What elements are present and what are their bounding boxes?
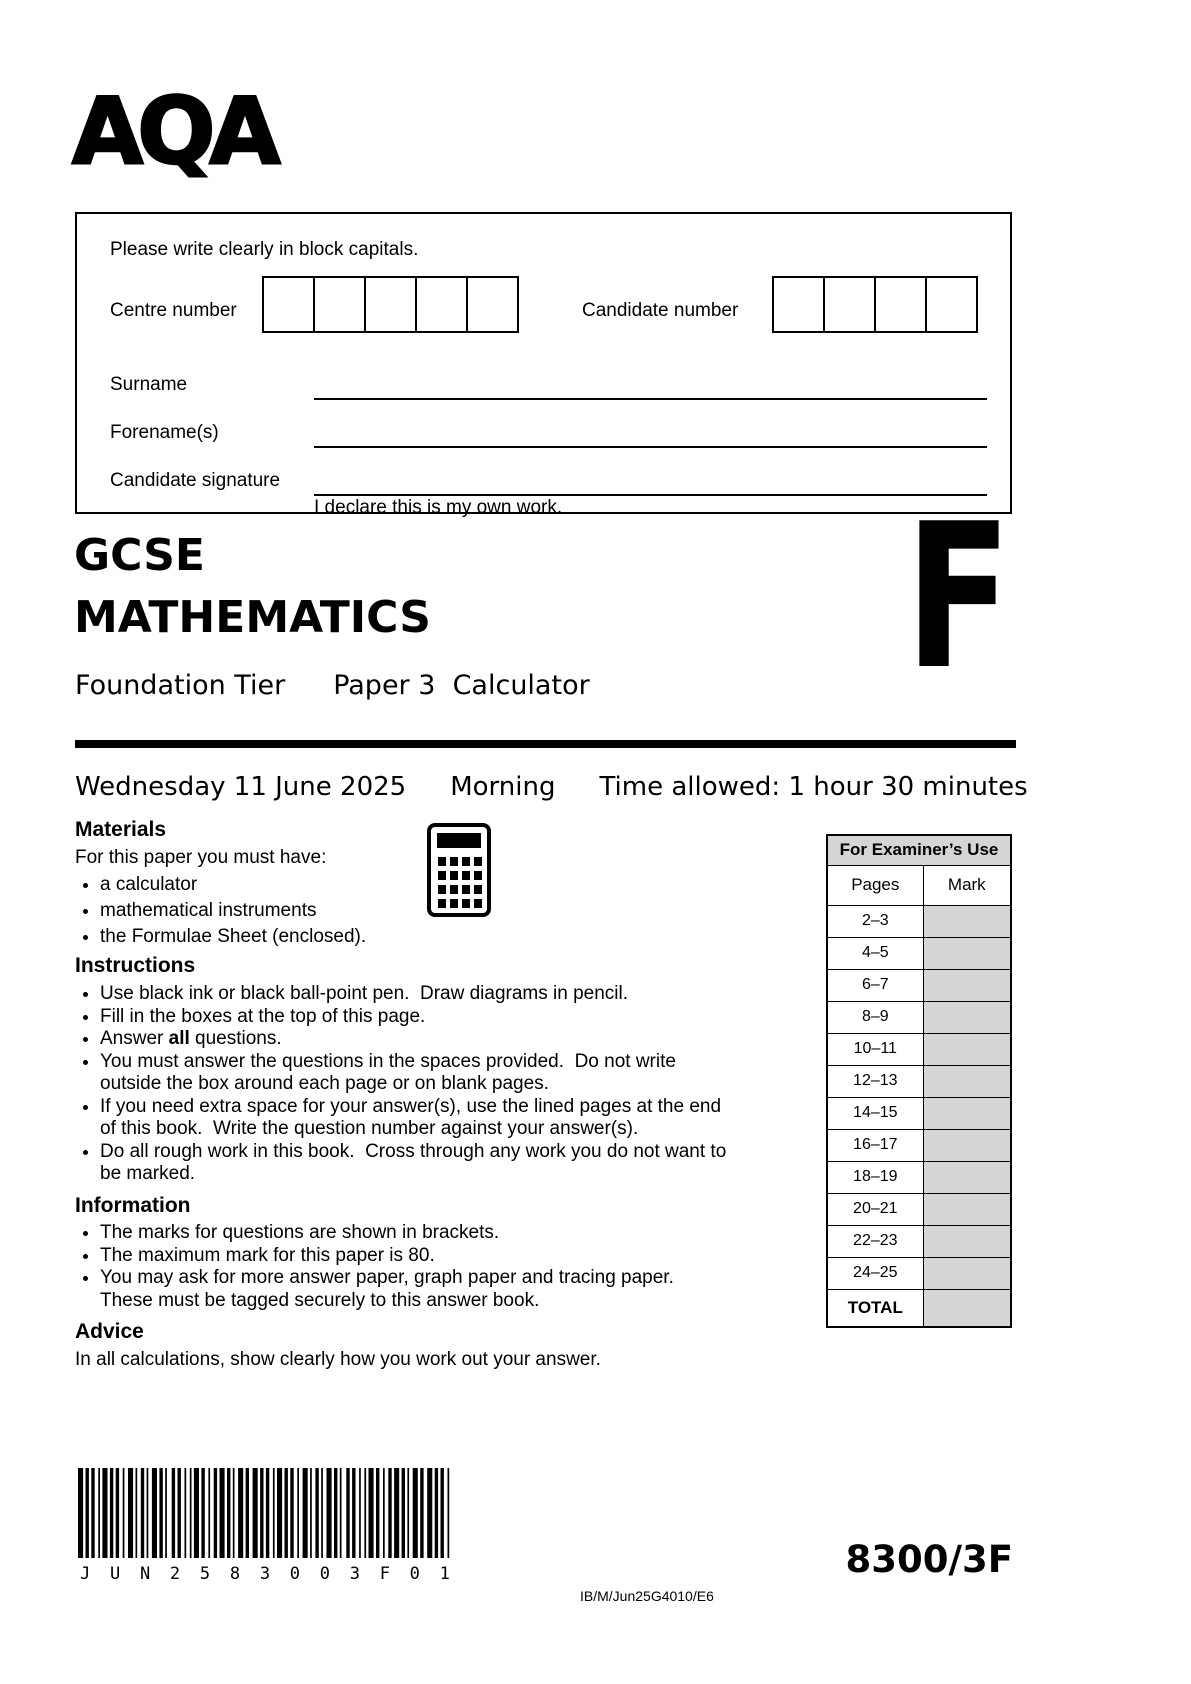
- mark-cell: [923, 1001, 1011, 1033]
- pages-cell: 14–15: [827, 1097, 923, 1129]
- mark-cell: [923, 1225, 1011, 1257]
- pages-cell: 10–11: [827, 1033, 923, 1065]
- forenames-label: Forename(s): [110, 422, 219, 443]
- tier-letter: F: [905, 481, 1012, 714]
- pages-column-header: Pages: [827, 865, 923, 905]
- mark-cell: [923, 1129, 1011, 1161]
- barcode-char: 1: [439, 1564, 450, 1584]
- tier-paper-line: [75, 670, 590, 701]
- candidate-number-cells: [772, 276, 978, 333]
- examiner-row: [827, 1129, 1011, 1161]
- barcode-char: F: [379, 1564, 390, 1584]
- centre-number-label: Centre number: [110, 300, 237, 321]
- materials-intro: For this paper you must have:: [75, 847, 327, 868]
- list-item: • Do all rough work in this book. Cross through any work you do not want to be marked.: [100, 1141, 797, 1186]
- tier-label: Foundation Tier: [75, 670, 286, 701]
- materials-list: [77, 872, 407, 950]
- barcode-char: 0: [409, 1564, 420, 1584]
- list-item: • a calculator: [100, 872, 407, 898]
- signature-input-line[interactable]: [314, 494, 987, 496]
- information-heading: Information: [75, 1194, 191, 1217]
- pages-cell: 18–19: [827, 1161, 923, 1193]
- barcode: [78, 1468, 458, 1558]
- pages-cell: 2–3: [827, 905, 923, 937]
- entry-cell[interactable]: [415, 276, 468, 333]
- instructions-list: [77, 983, 797, 1186]
- pages-cell: 8–9: [827, 1001, 923, 1033]
- mark-cell: [923, 1161, 1011, 1193]
- mark-cell: [923, 1065, 1011, 1097]
- information-list: [77, 1222, 797, 1312]
- exam-date: Wednesday 11 June 2025: [75, 772, 407, 802]
- examiner-table: [826, 834, 1012, 1328]
- declaration-text: I declare this is my own work.: [314, 497, 563, 518]
- barcode-char: 3: [259, 1564, 271, 1584]
- mark-cell: [923, 969, 1011, 1001]
- list-item: • Use black ink or black ball-point pen. Draw diagrams in pencil.: [100, 983, 797, 1006]
- list-item: • You must answer the questions in the spaces provided. Do not write outside the box around each page or on blank pages.: [100, 1051, 797, 1096]
- paper-code: 8300/3F: [845, 1538, 1013, 1581]
- list-item: • If you need extra space for your answer(s), use the lined pages at the end of this book. Write the question number against your answer(s).: [100, 1096, 797, 1141]
- mark-cell: [923, 1193, 1011, 1225]
- pages-cell: 16–17: [827, 1129, 923, 1161]
- examiner-row: [827, 1161, 1011, 1193]
- barcode-char: 0: [319, 1564, 330, 1584]
- examiner-row: [827, 937, 1011, 969]
- entry-cell[interactable]: [874, 276, 927, 333]
- barcode-char: 2: [169, 1564, 181, 1584]
- barcode-char: 0: [289, 1564, 301, 1584]
- mark-column-header: Mark: [923, 865, 1011, 905]
- examiner-row: [827, 1097, 1011, 1129]
- examiner-row: [827, 1033, 1011, 1065]
- time-allowed: Time allowed: 1 hour 30 minutes: [599, 772, 1028, 802]
- entry-cell[interactable]: [313, 276, 366, 333]
- examiner-table-title: For Examiner’s Use: [827, 835, 1011, 865]
- candidate-details-box: [75, 212, 1012, 518]
- list-item: • The maximum mark for this paper is 80.: [100, 1245, 797, 1268]
- qualification-title: GCSE: [74, 530, 205, 581]
- advice-text: In all calculations, show clearly how you work out your answer.: [75, 1349, 601, 1370]
- entry-cell[interactable]: [772, 276, 825, 333]
- examiner-row: [827, 1065, 1011, 1097]
- entry-cell[interactable]: [823, 276, 876, 333]
- candidate-number-label: Candidate number: [582, 300, 739, 321]
- session-line: [75, 772, 1028, 802]
- materials-heading: Materials: [75, 818, 167, 841]
- list-item: • the Formulae Sheet (enclosed).: [100, 924, 407, 950]
- list-item: • Answer all questions.: [100, 1028, 797, 1051]
- list-item: • You may ask for more answer paper, graph paper and tracing paper. These must be tagged securely to this answer book.: [100, 1267, 797, 1312]
- calculator-icon: [427, 823, 491, 917]
- mark-cell: [923, 1033, 1011, 1065]
- surname-input-line[interactable]: [314, 398, 987, 400]
- entry-cell[interactable]: [925, 276, 978, 333]
- paper-label: Paper 3 Calculator: [333, 670, 590, 701]
- pages-cell: 22–23: [827, 1225, 923, 1257]
- mark-cell: [923, 937, 1011, 969]
- list-item: • mathematical instruments: [100, 898, 407, 924]
- barcode-char: 3: [349, 1564, 360, 1584]
- entry-cell[interactable]: [364, 276, 417, 333]
- barcode-char: 8: [229, 1564, 241, 1584]
- block-capitals-instruction: Please write clearly in block capitals.: [110, 239, 419, 260]
- pages-cell: 24–25: [827, 1257, 923, 1289]
- pages-cell: 6–7: [827, 969, 923, 1001]
- pages-cell: 20–21: [827, 1193, 923, 1225]
- pages-cell: 4–5: [827, 937, 923, 969]
- mark-cell: [923, 1257, 1011, 1289]
- exam-time-of-day: Morning: [450, 772, 556, 802]
- examiner-row: [827, 1001, 1011, 1033]
- mark-cell: [923, 905, 1011, 937]
- examiner-row: [827, 969, 1011, 1001]
- examiner-row: [827, 1257, 1011, 1289]
- aqa-logo: AQA: [72, 78, 275, 185]
- list-item: • The marks for questions are shown in brackets.: [100, 1222, 797, 1245]
- subject-title: MATHEMATICS: [74, 592, 431, 643]
- mark-cell: [923, 1097, 1011, 1129]
- entry-cell[interactable]: [466, 276, 519, 333]
- pages-cell: 12–13: [827, 1065, 923, 1097]
- centre-number-cells: [262, 276, 519, 333]
- signature-label: Candidate signature: [110, 470, 281, 491]
- total-label: TOTAL: [827, 1289, 923, 1327]
- entry-cell[interactable]: [262, 276, 315, 333]
- barcode-text: [80, 1564, 450, 1584]
- ib-reference-code: IB/M/Jun25G4010/E6: [580, 1588, 714, 1604]
- instructions-heading: Instructions: [75, 954, 196, 977]
- examiner-row: [827, 1193, 1011, 1225]
- barcode-char: 5: [199, 1564, 211, 1584]
- list-item: • Fill in the boxes at the top of this page.: [100, 1006, 797, 1029]
- barcode-char: U: [109, 1564, 121, 1584]
- surname-label: Surname: [110, 374, 188, 395]
- examiner-row: [827, 1225, 1011, 1257]
- advice-heading: Advice: [75, 1320, 144, 1343]
- barcode-char: N: [139, 1564, 151, 1584]
- forenames-input-line[interactable]: [314, 446, 987, 448]
- examiner-total-row: [827, 1289, 1011, 1327]
- barcode-char: J: [80, 1564, 91, 1584]
- divider-rule: [75, 740, 1016, 748]
- total-mark-cell: [923, 1289, 1011, 1327]
- examiner-row: [827, 905, 1011, 937]
